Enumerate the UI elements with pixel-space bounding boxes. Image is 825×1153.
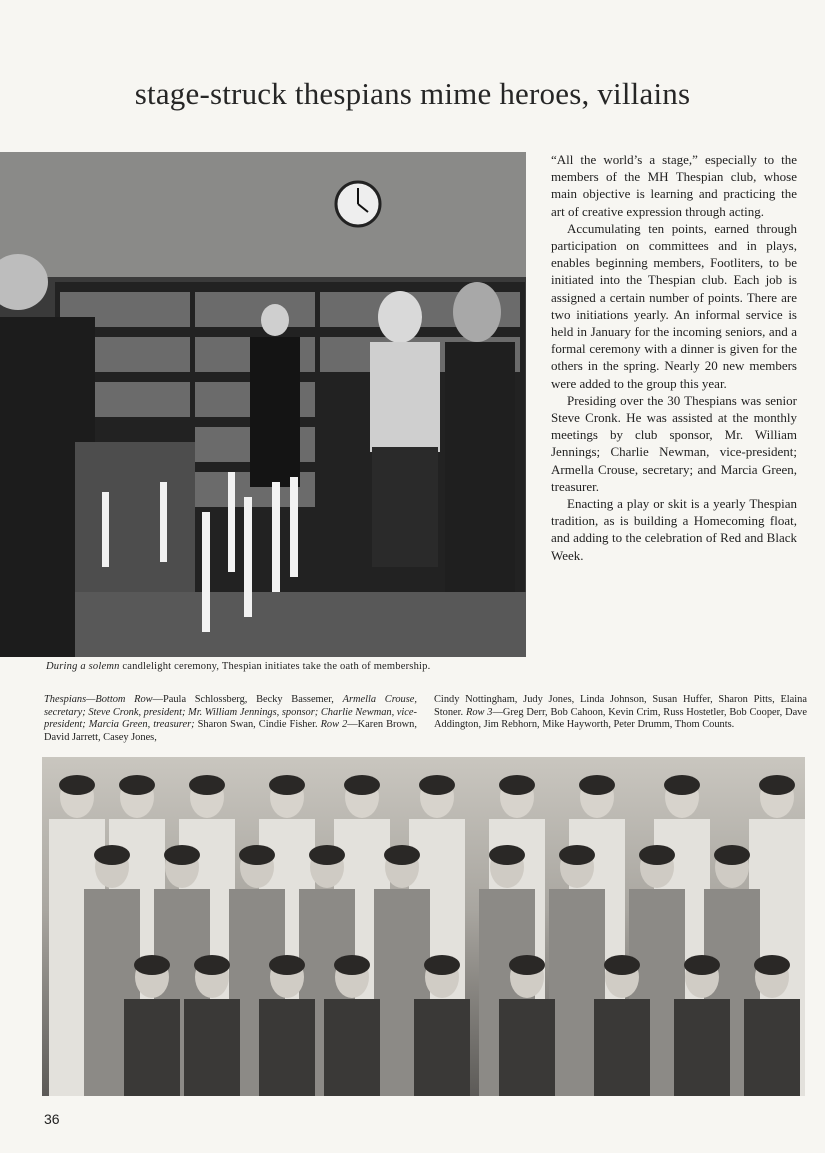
article-paragraph: “All the world’s a stage,” especially to the members of the MH Thespian club, whose main objective is learning and practicing the art of creative expression through acting. — [551, 152, 797, 219]
article-paragraph: Accumulating ten points, earned through participation on committees and in plays, enables beginning members, Footliters, to be initiated into the Thespian club. Each job is assigned a certain number of points. There are two initiations yearly. An informal service is held in January for the incoming seniors, and a formal ceremony with a dinner is given for the others in the spring. Nearly 20 new members were added to the group this year. — [551, 220, 797, 391]
names-column-left — [44, 694, 417, 744]
article-paragraph: Presiding over the 30 Thespians was senior Steve Cronk. He was assisted at the monthly meetings by club sponsor, Mr. William Jennings; Charlie Newman, vice-president; Armella Crouse, secretary; and Marcia Green, treasurer. — [551, 392, 797, 494]
names-segment: Cindy Nottingham, Judy Jones, Linda Johnson, Susan Huffer, Sharon Pitts, Elaina Stoner. — [434, 694, 807, 718]
wall-clock-icon — [336, 182, 380, 226]
photo-caption — [46, 661, 586, 672]
ceremony-photo — [0, 152, 526, 657]
names-segment: Armella Crouse, secretary; Steve Cronk, president; Mr. William Jennings, sponsor; Charlie Newman, vice-president; Marcia Green, treasurer; — [44, 694, 417, 731]
names-segment: Row 2 — [320, 719, 348, 731]
names-segment: —Greg Derr, Bob Cahoon, Kevin Crim, Russ Hostetler, Bob Cooper, Dave Addington, Jim Rebhorn, Mike Hayworth, Peter Drumm, Thom Counts. — [434, 706, 807, 731]
names-segment: —Paula Schlossberg, Becky Bassemer, — [152, 694, 343, 705]
names-segment: Sharon Swan, Cindie Fisher. — [194, 719, 321, 731]
names-segment: Thespians—Bottom Row — [44, 694, 153, 705]
page-number: 36 — [44, 1111, 60, 1127]
names-column-right — [434, 694, 807, 732]
article-body — [551, 151, 797, 564]
caption-text: candlelight ceremony, Thespian initiates take the oath of membership. — [119, 661, 431, 672]
names-segment: Row 3 — [465, 706, 493, 718]
group-photo — [42, 757, 805, 1096]
article-paragraph: Enacting a play or skit is a yearly Thespian tradition, as is building a Homecoming float, and adding to the celebration of Red and Black Week. — [551, 496, 797, 563]
page-headline: stage-struck thespians mime heroes, villains — [134, 76, 691, 111]
names-segment: —Karen Brown, David Jarrett, Casey Jones, — [44, 719, 417, 743]
caption-italic: During a solemn — [46, 661, 120, 672]
